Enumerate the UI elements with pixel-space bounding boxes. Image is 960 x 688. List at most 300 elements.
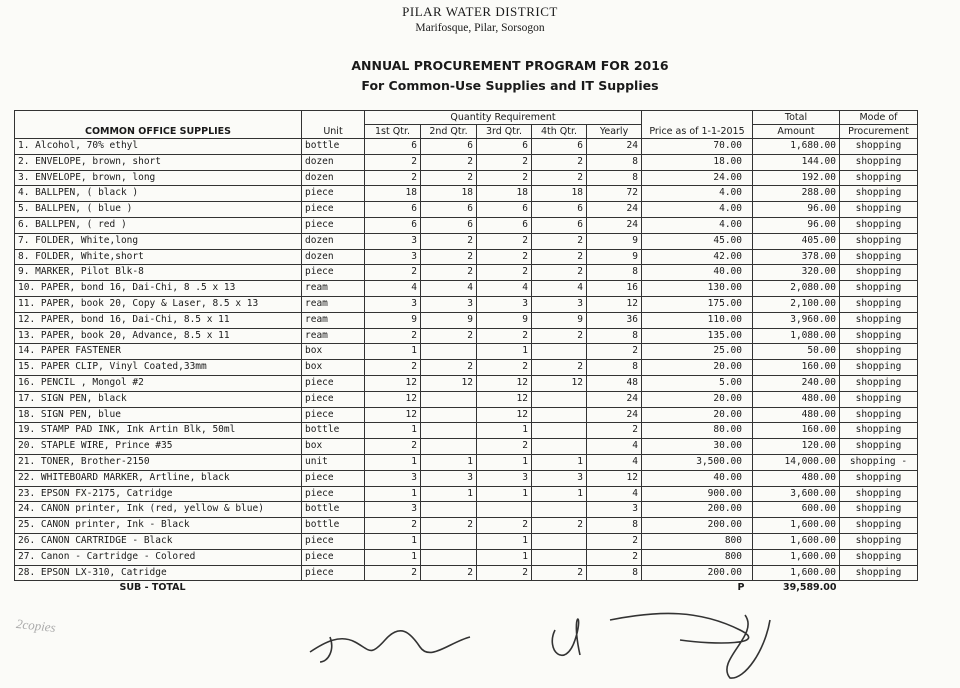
table-row xyxy=(15,233,918,249)
q3-cell: 2 xyxy=(477,154,532,170)
q4-cell xyxy=(532,439,587,455)
q4-cell: 1 xyxy=(532,486,587,502)
q2-cell: 4 xyxy=(421,281,477,297)
yearly-cell: 24 xyxy=(587,202,642,218)
total-amount-cell: 600.00 xyxy=(753,502,840,518)
total-amount-cell: 405.00 xyxy=(753,233,840,249)
yearly-cell: 4 xyxy=(587,439,642,455)
unit-cell: ream xyxy=(302,281,365,297)
q4-cell: 18 xyxy=(532,186,587,202)
mode-cell: shopping xyxy=(840,217,918,233)
total-amount-cell: 1,600.00 xyxy=(753,518,840,534)
item-cell: 14. PAPER FASTENER xyxy=(15,344,302,360)
header-unit: Unit xyxy=(302,111,365,139)
mode-cell: shopping xyxy=(840,139,918,155)
q4-cell: 12 xyxy=(532,375,587,391)
q1-cell: 6 xyxy=(365,202,421,218)
q2-cell xyxy=(421,439,477,455)
q1-cell: 12 xyxy=(365,391,421,407)
q3-cell: 1 xyxy=(477,344,532,360)
table-row xyxy=(15,296,918,312)
organization-name: PILAR WATER DISTRICT xyxy=(402,4,558,19)
q2-cell xyxy=(421,502,477,518)
q3-cell: 6 xyxy=(477,202,532,218)
q3-cell: 3 xyxy=(477,296,532,312)
table-row xyxy=(15,328,918,344)
q1-cell: 18 xyxy=(365,186,421,202)
subtotal-amount: 39,589.00 xyxy=(783,582,837,594)
unit-cell: piece xyxy=(302,407,365,423)
q2-cell: 12 xyxy=(421,375,477,391)
q1-cell: 2 xyxy=(365,265,421,281)
q3-cell: 2 xyxy=(477,360,532,376)
total-amount-cell: 160.00 xyxy=(753,360,840,376)
price-cell: 45.00 xyxy=(642,233,753,249)
q1-cell: 2 xyxy=(365,439,421,455)
table-row xyxy=(15,344,918,360)
total-amount-cell: 480.00 xyxy=(753,391,840,407)
q2-cell xyxy=(421,407,477,423)
q1-cell: 2 xyxy=(365,328,421,344)
q1-cell: 6 xyxy=(365,217,421,233)
table-row xyxy=(15,312,918,328)
mode-cell: shopping xyxy=(840,565,918,581)
table-row xyxy=(15,407,918,423)
unit-cell: bottle xyxy=(302,423,365,439)
q1-cell: 3 xyxy=(365,249,421,265)
total-amount-cell: 2,100.00 xyxy=(753,296,840,312)
unit-cell: piece xyxy=(302,202,365,218)
yearly-cell: 2 xyxy=(587,344,642,360)
q2-cell: 3 xyxy=(421,296,477,312)
mode-cell: shopping xyxy=(840,533,918,549)
procurement-table xyxy=(14,110,918,596)
q4-cell: 2 xyxy=(532,518,587,534)
q3-cell: 12 xyxy=(477,407,532,423)
q4-cell: 3 xyxy=(532,296,587,312)
price-cell: 200.00 xyxy=(642,518,753,534)
item-cell: 17. SIGN PEN, black xyxy=(15,391,302,407)
q1-cell: 3 xyxy=(365,296,421,312)
q1-cell: 6 xyxy=(365,139,421,155)
item-cell: 15. PAPER CLIP, Vinyl Coated,33mm xyxy=(15,360,302,376)
q4-cell: 2 xyxy=(532,360,587,376)
mode-cell: shopping xyxy=(840,502,918,518)
q4-cell: 2 xyxy=(532,154,587,170)
yearly-cell: 2 xyxy=(587,533,642,549)
q4-cell: 4 xyxy=(532,281,587,297)
q2-cell: 9 xyxy=(421,312,477,328)
yearly-cell: 24 xyxy=(587,391,642,407)
yearly-cell: 8 xyxy=(587,170,642,186)
unit-cell: ream xyxy=(302,296,365,312)
total-amount-cell: 120.00 xyxy=(753,439,840,455)
q1-cell: 3 xyxy=(365,470,421,486)
subtotal-label: SUB - TOTAL xyxy=(119,582,186,594)
mode-cell: shopping xyxy=(840,549,918,565)
unit-cell: piece xyxy=(302,486,365,502)
price-cell: 4.00 xyxy=(642,217,753,233)
header-item: COMMON OFFICE SUPPLIES xyxy=(15,111,302,139)
yearly-cell: 3 xyxy=(587,502,642,518)
unit-cell: unit xyxy=(302,454,365,470)
q3-cell: 1 xyxy=(477,549,532,565)
q2-cell: 2 xyxy=(421,265,477,281)
table-row xyxy=(15,486,918,502)
q3-cell: 12 xyxy=(477,391,532,407)
price-cell: 900.00 xyxy=(642,486,753,502)
q3-cell: 1 xyxy=(477,454,532,470)
table-row xyxy=(15,502,918,518)
unit-cell: piece xyxy=(302,391,365,407)
total-amount-cell: 3,960.00 xyxy=(753,312,840,328)
q3-cell: 6 xyxy=(477,139,532,155)
price-cell: 200.00 xyxy=(642,502,753,518)
unit-cell: box xyxy=(302,439,365,455)
item-cell: 22. WHITEBOARD MARKER, Artline, black xyxy=(15,470,302,486)
item-cell: 26. CANON CARTRIDGE - Black xyxy=(15,533,302,549)
unit-cell: dozen xyxy=(302,170,365,186)
price-cell: 800 xyxy=(642,549,753,565)
table-row xyxy=(15,375,918,391)
document-subtitle: For Common-Use Supplies and IT Supplies xyxy=(361,78,659,93)
q2-cell: 2 xyxy=(421,565,477,581)
q1-cell: 9 xyxy=(365,312,421,328)
total-amount-cell: 160.00 xyxy=(753,423,840,439)
price-cell: 3,500.00 xyxy=(642,454,753,470)
unit-cell: bottle xyxy=(302,139,365,155)
q3-cell: 2 xyxy=(477,170,532,186)
mode-cell: shopping xyxy=(840,470,918,486)
q3-cell: 2 xyxy=(477,249,532,265)
total-amount-cell: 96.00 xyxy=(753,202,840,218)
yearly-cell: 8 xyxy=(587,518,642,534)
q4-cell xyxy=(532,423,587,439)
yearly-cell: 16 xyxy=(587,281,642,297)
mode-cell: shopping xyxy=(840,439,918,455)
mode-cell: shopping xyxy=(840,265,918,281)
yearly-cell: 48 xyxy=(587,375,642,391)
total-amount-cell: 378.00 xyxy=(753,249,840,265)
q4-cell: 9 xyxy=(532,312,587,328)
q2-cell: 6 xyxy=(421,217,477,233)
q2-cell: 2 xyxy=(421,360,477,376)
q3-cell: 3 xyxy=(477,470,532,486)
price-cell: 20.00 xyxy=(642,407,753,423)
q1-cell: 2 xyxy=(365,518,421,534)
unit-cell: piece xyxy=(302,186,365,202)
q1-cell: 3 xyxy=(365,233,421,249)
mode-cell: shopping xyxy=(840,154,918,170)
mode-cell: shopping xyxy=(840,202,918,218)
q2-cell: 6 xyxy=(421,139,477,155)
table-row xyxy=(15,454,918,470)
unit-cell: piece xyxy=(302,470,365,486)
item-cell: 27. Canon - Cartridge - Colored xyxy=(15,549,302,565)
q2-cell: 3 xyxy=(421,470,477,486)
table-row xyxy=(15,391,918,407)
mode-cell: shopping xyxy=(840,344,918,360)
q2-cell xyxy=(421,533,477,549)
item-cell: 21. TONER, Brother-2150 xyxy=(15,454,302,470)
q3-cell: 1 xyxy=(477,423,532,439)
header-q4: 4th Qtr. xyxy=(532,125,587,139)
signature-2-image xyxy=(540,600,790,682)
q3-cell: 6 xyxy=(477,217,532,233)
item-cell: 24. CANON printer, Ink (red, yellow & blue) xyxy=(15,502,302,518)
item-cell: 2. ENVELOPE, brown, short xyxy=(15,154,302,170)
total-amount-cell: 1,600.00 xyxy=(753,533,840,549)
mode-cell: shopping xyxy=(840,312,918,328)
item-cell: 4. BALLPEN, ( black ) xyxy=(15,186,302,202)
table-row xyxy=(15,170,918,186)
q2-cell xyxy=(421,344,477,360)
total-amount-cell: 14,000.00 xyxy=(753,454,840,470)
q2-cell: 18 xyxy=(421,186,477,202)
q2-cell: 2 xyxy=(421,233,477,249)
q2-cell: 2 xyxy=(421,328,477,344)
q4-cell xyxy=(532,391,587,407)
header-mode-1: Mode of xyxy=(840,111,918,125)
table-row xyxy=(15,423,918,439)
total-amount-cell: 320.00 xyxy=(753,265,840,281)
yearly-cell: 8 xyxy=(587,565,642,581)
total-amount-cell: 1,680.00 xyxy=(753,139,840,155)
mode-cell: shopping xyxy=(840,233,918,249)
q2-cell xyxy=(421,391,477,407)
q2-cell: 2 xyxy=(421,154,477,170)
table-row xyxy=(15,154,918,170)
q3-cell: 1 xyxy=(477,533,532,549)
q1-cell: 3 xyxy=(365,502,421,518)
q3-cell: 12 xyxy=(477,375,532,391)
item-cell: 18. SIGN PEN, blue xyxy=(15,407,302,423)
q2-cell: 2 xyxy=(421,170,477,186)
mode-cell: shopping xyxy=(840,360,918,376)
item-cell: 8. FOLDER, White,short xyxy=(15,249,302,265)
mode-cell: shopping xyxy=(840,249,918,265)
unit-cell: piece xyxy=(302,375,365,391)
price-cell: 4.00 xyxy=(642,202,753,218)
price-cell: 110.00 xyxy=(642,312,753,328)
handwritten-note: 2copies xyxy=(15,615,57,636)
q2-cell: 6 xyxy=(421,202,477,218)
q1-cell: 2 xyxy=(365,360,421,376)
unit-cell: dozen xyxy=(302,233,365,249)
unit-cell: piece xyxy=(302,533,365,549)
total-amount-cell: 480.00 xyxy=(753,470,840,486)
header-yearly: Yearly xyxy=(587,125,642,139)
item-cell: 10. PAPER, bond 16, Dai-Chi, 8 .5 x 13 xyxy=(15,281,302,297)
table-row xyxy=(15,518,918,534)
mode-cell: shopping xyxy=(840,375,918,391)
yearly-cell: 24 xyxy=(587,217,642,233)
price-cell: 25.00 xyxy=(642,344,753,360)
header-q2: 2nd Qtr. xyxy=(421,125,477,139)
yearly-cell: 8 xyxy=(587,360,642,376)
unit-cell: box xyxy=(302,344,365,360)
q3-cell: 2 xyxy=(477,565,532,581)
header-total-1: Total xyxy=(753,111,840,125)
table-row xyxy=(15,265,918,281)
yearly-cell: 12 xyxy=(587,296,642,312)
header-total-2: Amount xyxy=(753,125,840,139)
mode-cell: shopping xyxy=(840,296,918,312)
yearly-cell: 8 xyxy=(587,328,642,344)
mode-cell: shopping xyxy=(840,186,918,202)
q1-cell: 1 xyxy=(365,454,421,470)
unit-cell: bottle xyxy=(302,518,365,534)
item-cell: 16. PENCIL , Mongol #2 xyxy=(15,375,302,391)
q3-cell: 2 xyxy=(477,233,532,249)
yearly-cell: 9 xyxy=(587,233,642,249)
mode-cell: shopping xyxy=(840,170,918,186)
q4-cell: 2 xyxy=(532,249,587,265)
yearly-cell: 72 xyxy=(587,186,642,202)
price-cell: 70.00 xyxy=(642,139,753,155)
yearly-cell: 36 xyxy=(587,312,642,328)
price-cell: 20.00 xyxy=(642,360,753,376)
total-amount-cell: 240.00 xyxy=(753,375,840,391)
item-cell: 13. PAPER, book 20, Advance, 8.5 x 11 xyxy=(15,328,302,344)
q3-cell: 1 xyxy=(477,486,532,502)
price-cell: 80.00 xyxy=(642,423,753,439)
organization-address: Marifosque, Pilar, Sorsogon xyxy=(415,22,545,34)
q3-cell: 2 xyxy=(477,265,532,281)
total-amount-cell: 2,080.00 xyxy=(753,281,840,297)
q3-cell xyxy=(477,502,532,518)
q3-cell: 2 xyxy=(477,328,532,344)
table-row xyxy=(15,549,918,565)
unit-cell: ream xyxy=(302,312,365,328)
price-cell: 42.00 xyxy=(642,249,753,265)
price-cell: 24.00 xyxy=(642,170,753,186)
q4-cell xyxy=(532,407,587,423)
price-cell: 130.00 xyxy=(642,281,753,297)
header-price: Price as of 1-1-2015 xyxy=(642,111,753,139)
item-cell: 19. STAMP PAD INK, Ink Artin Blk, 50ml xyxy=(15,423,302,439)
item-cell: 9. MARKER, Pilot Blk-8 xyxy=(15,265,302,281)
total-amount-cell: 96.00 xyxy=(753,217,840,233)
mode-cell: shopping xyxy=(840,486,918,502)
table-row xyxy=(15,217,918,233)
q4-cell: 2 xyxy=(532,328,587,344)
table-row xyxy=(15,139,918,155)
price-cell: 175.00 xyxy=(642,296,753,312)
q4-cell: 6 xyxy=(532,202,587,218)
unit-cell: piece xyxy=(302,217,365,233)
total-amount-cell: 288.00 xyxy=(753,186,840,202)
item-cell: 3. ENVELOPE, brown, long xyxy=(15,170,302,186)
header-quantity-requirement: Quantity Requirement xyxy=(365,111,642,125)
total-amount-cell: 1,080.00 xyxy=(753,328,840,344)
item-cell: 23. EPSON FX-2175, Catridge xyxy=(15,486,302,502)
total-amount-cell: 144.00 xyxy=(753,154,840,170)
yearly-cell: 9 xyxy=(587,249,642,265)
table-row xyxy=(15,281,918,297)
header-mode-2: Procurement xyxy=(840,125,918,139)
unit-cell: box xyxy=(302,360,365,376)
header-q3: 3rd Qtr. xyxy=(477,125,532,139)
price-cell: 4.00 xyxy=(642,186,753,202)
price-cell: 18.00 xyxy=(642,154,753,170)
total-amount-cell: 480.00 xyxy=(753,407,840,423)
q1-cell: 1 xyxy=(365,533,421,549)
item-cell: 25. CANON printer, Ink - Black xyxy=(15,518,302,534)
q4-cell xyxy=(532,533,587,549)
q3-cell: 9 xyxy=(477,312,532,328)
yearly-cell: 8 xyxy=(587,265,642,281)
price-cell: 5.00 xyxy=(642,375,753,391)
table-row xyxy=(15,186,918,202)
unit-cell: piece xyxy=(302,549,365,565)
table-row xyxy=(15,439,918,455)
total-amount-cell: 3,600.00 xyxy=(753,486,840,502)
yearly-cell: 24 xyxy=(587,139,642,155)
q1-cell: 12 xyxy=(365,407,421,423)
yearly-cell: 2 xyxy=(587,549,642,565)
price-cell: 200.00 xyxy=(642,565,753,581)
q4-cell xyxy=(532,502,587,518)
q4-cell: 6 xyxy=(532,217,587,233)
q1-cell: 1 xyxy=(365,486,421,502)
mode-cell: shopping xyxy=(840,328,918,344)
q4-cell: 1 xyxy=(532,454,587,470)
header-q1: 1st Qtr. xyxy=(365,125,421,139)
item-cell: 28. EPSON LX-310, Catridge xyxy=(15,565,302,581)
q2-cell xyxy=(421,549,477,565)
table-row xyxy=(15,202,918,218)
yearly-cell: 12 xyxy=(587,470,642,486)
q2-cell: 2 xyxy=(421,518,477,534)
unit-cell: bottle xyxy=(302,502,365,518)
price-cell: 20.00 xyxy=(642,391,753,407)
total-amount-cell: 1,600.00 xyxy=(753,549,840,565)
price-cell: 40.00 xyxy=(642,470,753,486)
yearly-cell: 2 xyxy=(587,423,642,439)
q4-cell: 2 xyxy=(532,170,587,186)
price-cell: 40.00 xyxy=(642,265,753,281)
q4-cell xyxy=(532,344,587,360)
table-row xyxy=(15,360,918,376)
table-header-row xyxy=(15,111,918,125)
mode-cell: shopping xyxy=(840,281,918,297)
price-cell: 30.00 xyxy=(642,439,753,455)
q1-cell: 12 xyxy=(365,375,421,391)
unit-cell: dozen xyxy=(302,154,365,170)
table-row xyxy=(15,533,918,549)
q4-cell xyxy=(532,549,587,565)
total-amount-cell: 192.00 xyxy=(753,170,840,186)
q1-cell: 2 xyxy=(365,170,421,186)
q1-cell: 1 xyxy=(365,549,421,565)
yearly-cell: 8 xyxy=(587,154,642,170)
q1-cell: 1 xyxy=(365,344,421,360)
q3-cell: 4 xyxy=(477,281,532,297)
q4-cell: 2 xyxy=(532,265,587,281)
q4-cell: 6 xyxy=(532,139,587,155)
yearly-cell: 4 xyxy=(587,486,642,502)
mode-cell: shopping xyxy=(840,423,918,439)
item-cell: 11. PAPER, book 20, Copy & Laser, 8.5 x 13 xyxy=(15,296,302,312)
subtotal-row xyxy=(15,581,918,596)
q2-cell: 1 xyxy=(421,454,477,470)
q1-cell: 2 xyxy=(365,565,421,581)
q3-cell: 18 xyxy=(477,186,532,202)
item-cell: 1. Alcohol, 70% ethyl xyxy=(15,139,302,155)
total-amount-cell: 50.00 xyxy=(753,344,840,360)
document-title: ANNUAL PROCUREMENT PROGRAM FOR 2016 xyxy=(351,58,669,73)
